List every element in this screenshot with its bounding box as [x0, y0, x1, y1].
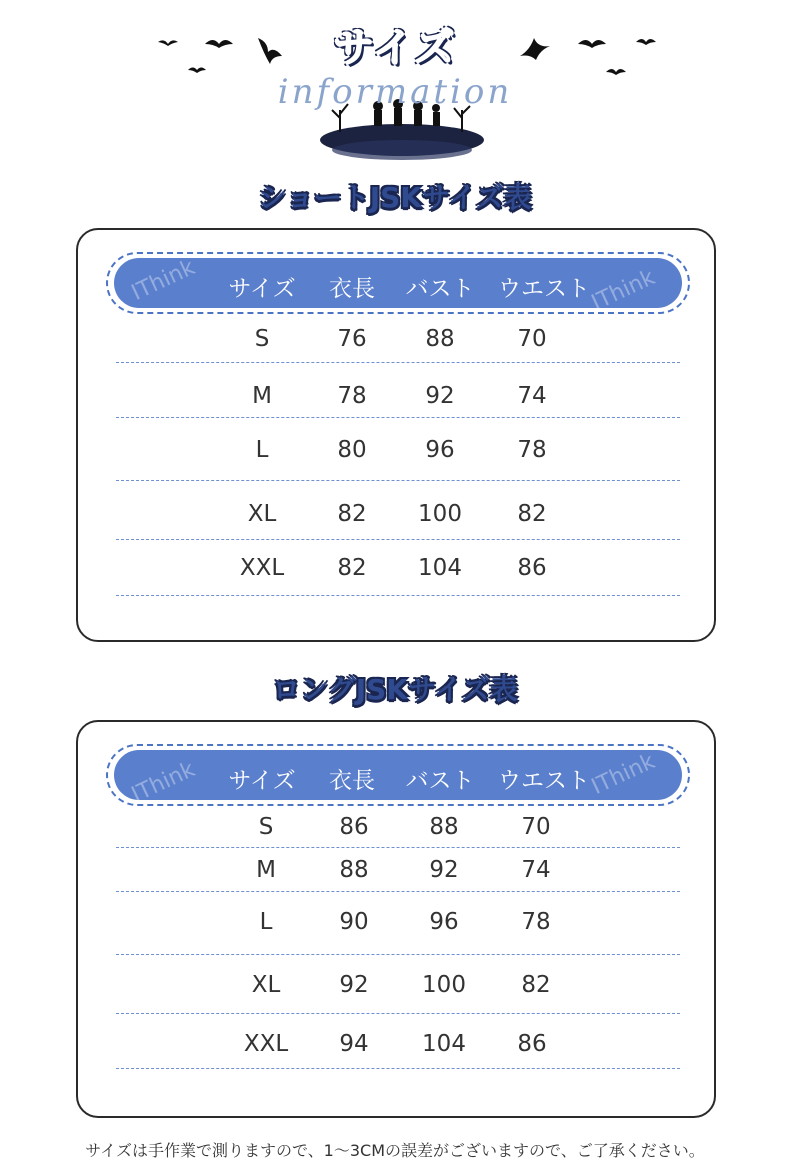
table-cell: 76 [337, 326, 367, 352]
measurement-note: サイズは手作業で測りますので、1〜3CMの誤差がございますので、ご了承ください。 [85, 1141, 705, 1160]
table-cell: 104 [418, 555, 462, 581]
column-header-size: サイズ [228, 768, 296, 794]
watermark-text: IThink [587, 265, 659, 316]
table-cell: 100 [422, 972, 466, 998]
row-divider [116, 847, 680, 848]
table-cell: S [258, 814, 274, 840]
table-cell: 78 [337, 383, 367, 409]
column-header-waist: ウエスト [498, 276, 590, 302]
table-cell: 86 [339, 814, 369, 840]
table-cell: 86 [517, 1031, 547, 1057]
table-cell: 74 [517, 383, 547, 409]
watermark-text: IThink [127, 255, 199, 306]
table-cell: L [255, 437, 269, 463]
table-cell: M [252, 383, 272, 409]
table-cell: M [256, 857, 276, 883]
column-header-length: 衣長 [329, 768, 375, 794]
short-jsk-size-table [76, 228, 716, 642]
table-cell: 82 [337, 555, 367, 581]
table-cell: XXL [243, 1031, 289, 1057]
information-script-subtitle: information [277, 72, 513, 112]
row-divider [116, 417, 680, 418]
watermark-text: IThink [127, 757, 199, 808]
table-cell: 82 [337, 501, 367, 527]
table-cell: 80 [337, 437, 367, 463]
column-header-bust: バスト [405, 276, 475, 302]
page-title: サイズ [333, 25, 457, 71]
long-jsk-size-table [76, 720, 716, 1118]
row-divider [116, 891, 680, 892]
table-cell: 88 [339, 857, 369, 883]
table-cell: 90 [339, 909, 369, 935]
column-header-length: 衣長 [329, 276, 375, 302]
table-cell: XXL [239, 555, 285, 581]
table-cell: 82 [521, 972, 551, 998]
row-divider [116, 595, 680, 596]
column-header-size: サイズ [228, 276, 296, 302]
table-cell: S [254, 326, 270, 352]
row-divider [116, 539, 680, 540]
table-cell: 70 [517, 326, 547, 352]
table-cell: 104 [422, 1031, 466, 1057]
row-divider [116, 1068, 680, 1069]
table-cell: L [259, 909, 273, 935]
table-cell: 92 [429, 857, 459, 883]
table-cell: 86 [517, 555, 547, 581]
long-jsk-table-title: ロングJSKサイズ表 [272, 673, 518, 706]
table-cell: 78 [517, 437, 547, 463]
table-cell: 96 [425, 437, 455, 463]
table-cell: 92 [339, 972, 369, 998]
table-cell: 100 [418, 501, 462, 527]
table-cell: 74 [521, 857, 551, 883]
watermark-text: IThink [587, 749, 659, 800]
table-cell: 94 [339, 1031, 369, 1057]
table-cell: XL [247, 501, 277, 527]
short-jsk-table-title: ショートJSKサイズ表 [258, 181, 532, 214]
table-cell: XL [251, 972, 281, 998]
column-header-waist: ウエスト [498, 768, 590, 794]
row-divider [116, 480, 680, 481]
row-divider [116, 1013, 680, 1014]
row-divider [116, 362, 680, 363]
table-cell: 82 [517, 501, 547, 527]
table-cell: 78 [521, 909, 551, 935]
table-cell: 88 [429, 814, 459, 840]
table-cell: 92 [425, 383, 455, 409]
column-header-bust: バスト [405, 768, 475, 794]
table-cell: 70 [521, 814, 551, 840]
table-cell: 96 [429, 909, 459, 935]
header-banner [0, 0, 790, 170]
table-cell: 88 [425, 326, 455, 352]
row-divider [116, 954, 680, 955]
